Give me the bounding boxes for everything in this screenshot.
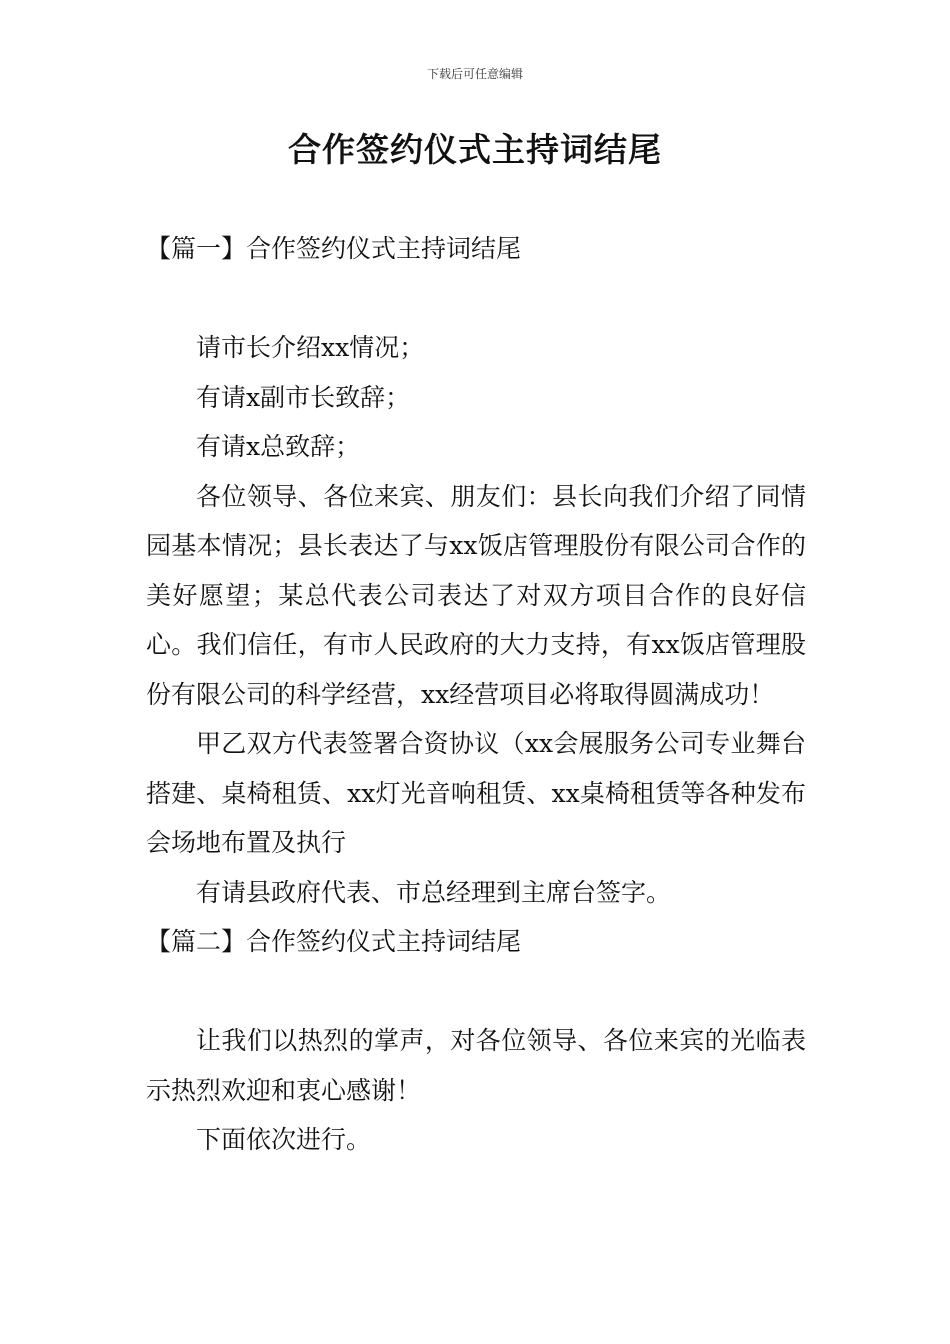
paragraph: 甲乙双方代表签署合资协议（xx会展服务公司专业舞台搭建、桌椅租赁、xx灯光音响租赁、xx桌椅租赁等各种发布会场地布置及执行 bbox=[146, 729, 806, 857]
document-title: 合作签约仪式主持词结尾 bbox=[288, 130, 662, 169]
section-heading-2: 【篇二】合作签约仪式主持词结尾 bbox=[146, 927, 522, 956]
paragraph: 有请县政府代表、市总经理到主席台签字。 bbox=[196, 877, 672, 907]
document-body bbox=[146, 224, 806, 1165]
header-note: 下载后可任意编辑 bbox=[426, 67, 523, 81]
paragraph: 各位领导、各位来宾、朋友们：县长向我们介绍了同情园基本情况；县长表达了与xx饭店管理股份有限公司合作的美好愿望；某总代表公司表达了对双方项目合作的良好信心。我们信任，有市人民政府的大力支持，有xx饭店管理股份有限公司的科学经营，xx经营项目必将取得圆满成功！ bbox=[146, 481, 806, 709]
section-heading-1: 【篇一】合作签约仪式主持词结尾 bbox=[146, 234, 522, 263]
paragraph: 请市长介绍xx情况； bbox=[196, 333, 425, 362]
spacer bbox=[146, 274, 806, 324]
paragraph: 下面依次进行。 bbox=[196, 1125, 372, 1154]
paragraph: 有请x总致辞； bbox=[196, 432, 361, 461]
paragraph: 有请x副市长致辞； bbox=[196, 382, 411, 412]
spacer bbox=[146, 967, 806, 1017]
paragraph: 让我们以热烈的掌声，对各位领导、各位来宾的光临表示热烈欢迎和衷心感谢！ bbox=[146, 1026, 806, 1105]
